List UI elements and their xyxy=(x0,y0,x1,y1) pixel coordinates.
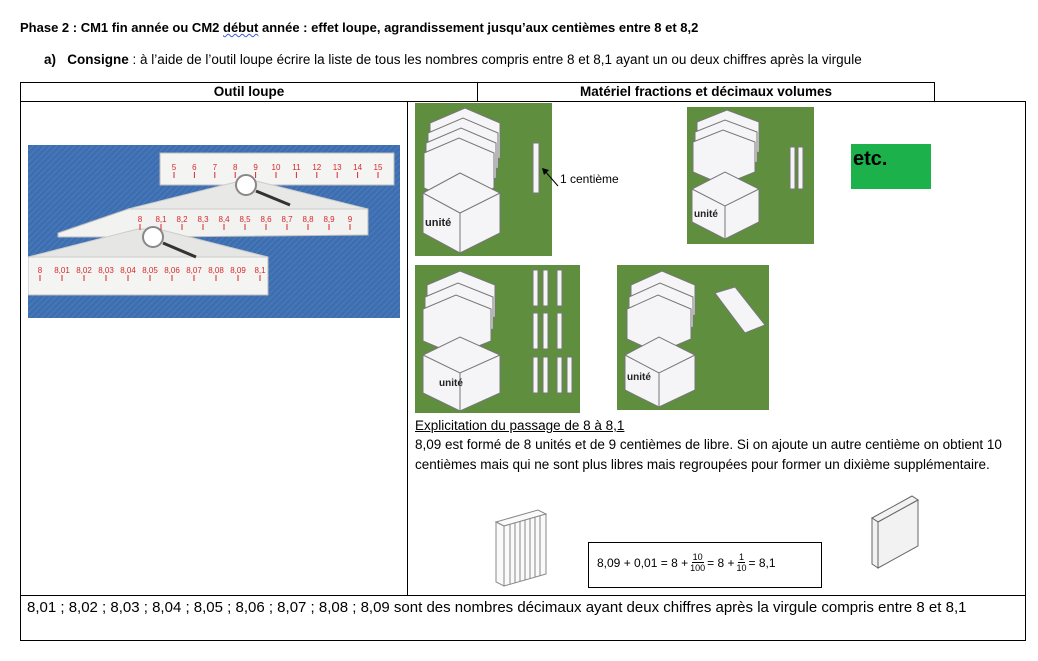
loupe-label: 15 xyxy=(373,163,383,172)
loupe-label: 8,04 xyxy=(120,266,136,275)
loupe-label: 6 xyxy=(192,163,197,172)
table-bottom-border xyxy=(20,640,1026,641)
materiel-photo-4 xyxy=(617,265,769,410)
loupe-label: 8,05 xyxy=(142,266,158,275)
loupe-label: 8,3 xyxy=(197,215,209,224)
table-left-border xyxy=(20,82,21,641)
loupe-label: 8,02 xyxy=(76,266,92,275)
loupe-label: 5 xyxy=(171,163,177,172)
consigne-text: : à l’aide de l’outil loupe écrire la liste de tous les nombres compris entre 8 et 8,1 ayant un ou deux chiffres après la virgule xyxy=(128,52,862,67)
consigne-marker: a) xyxy=(44,52,57,67)
loupe-label: 12 xyxy=(312,163,322,172)
ten-centiemes-bundle-icon xyxy=(494,508,550,588)
materiel-photo-3 xyxy=(415,265,580,413)
loupe-photo xyxy=(28,145,400,318)
loupe-label: 8,06 xyxy=(164,266,180,275)
etc-box xyxy=(851,144,931,189)
fraction-10-100 xyxy=(690,552,705,573)
formula-lhs: 8,09 + 0,01 = 8 + xyxy=(597,555,689,570)
centieme-label: 1 centième xyxy=(560,172,619,186)
loupe-label: 8,9 xyxy=(323,215,335,224)
dixieme-plate-icon xyxy=(868,492,922,570)
loupe-label: 7 xyxy=(212,163,218,172)
formula-rhs: = 8,1 xyxy=(748,555,776,570)
etc-label: etc. xyxy=(853,148,888,170)
page-title xyxy=(20,20,698,35)
unit-hexagon-stack-2 xyxy=(687,107,814,244)
loupe-label: 8,2 xyxy=(176,215,188,224)
formula xyxy=(597,552,776,573)
loupe-label: 8,7 xyxy=(281,215,293,224)
loupe-label: 8,1 xyxy=(155,215,167,224)
loupe-label: 8,1 xyxy=(254,266,266,275)
loupe-label: 14 xyxy=(353,163,363,172)
loupe-label: 8,01 xyxy=(54,266,70,275)
materiel-photo-2 xyxy=(687,107,814,244)
conclusion-text: 8,01 ; 8,02 ; 8,03 ; 8,04 ; 8,05 ; 8,06 ; 8,07 ; 8,08 ; 8,09 sont des nombres décimaux ayant deux chiffres après la virgule compris entre 8 et 8,1 xyxy=(27,599,967,616)
loupe-label: 8 xyxy=(137,215,143,224)
consigne-line xyxy=(44,52,862,67)
loupe-label: 8,8 xyxy=(302,215,314,224)
arrow-icon xyxy=(540,166,560,188)
loupe-label: 9 xyxy=(253,163,258,172)
explicitation-title: Explicitation du passage de 8 à 8,1 xyxy=(415,418,625,433)
loupe-label: 8,6 xyxy=(260,215,272,224)
frac2-den: 10 xyxy=(736,563,747,573)
formula-mid: = 8 + xyxy=(707,555,735,570)
header-right-border xyxy=(934,82,935,101)
loupe-label: 8,07 xyxy=(186,266,202,275)
materiel-photo-1 xyxy=(415,103,552,256)
consigne-label: Consigne xyxy=(67,52,129,67)
loupe-label: 11 xyxy=(292,163,301,172)
loupe-illustration xyxy=(28,145,400,318)
row-divider xyxy=(20,595,1026,596)
unit-with-centiemes xyxy=(415,265,580,413)
column-divider xyxy=(407,101,408,596)
loupe-label: 10 xyxy=(271,163,281,172)
loupe-label: 8 xyxy=(232,163,238,172)
unite-label-2: unité xyxy=(694,209,718,220)
fraction-1-10 xyxy=(736,552,746,573)
loupe-label: 8,4 xyxy=(218,215,230,224)
unit-hexagon-stack-1 xyxy=(415,103,552,256)
loupe-label: 9 xyxy=(347,215,353,224)
unite-label-4: unité xyxy=(627,372,651,383)
frac2-num: 1 xyxy=(738,552,744,562)
formula-box xyxy=(588,542,822,588)
loupe-label: 8,08 xyxy=(208,266,224,275)
loupe-label: 8,5 xyxy=(239,215,251,224)
header-bottom-border xyxy=(20,101,1026,102)
loupe-label: 8,09 xyxy=(230,266,246,275)
frac1-den: 100 xyxy=(690,563,706,573)
loupe-label: 8 xyxy=(37,266,43,275)
loupe-label: 8,03 xyxy=(98,266,114,275)
unite-label-3: unité xyxy=(439,378,463,389)
explicitation-text: 8,09 est formé de 8 unités et de 9 centièmes de libre. Si on ajoute un autre centième on obtient 10 centièmes mais qui ne sont plus libres mais regroupées pour former un dixième supplémentaire. xyxy=(415,437,1002,472)
loupe-label: 13 xyxy=(332,163,342,172)
title-part1: Phase 2 : CM1 fin année ou CM2 xyxy=(20,20,223,35)
table-right-border xyxy=(1025,101,1026,641)
header-materiel: Matériel fractions et décimaux volumes xyxy=(579,84,833,99)
header-outil-loupe: Outil loupe xyxy=(213,84,285,99)
unit-with-dixieme xyxy=(617,265,769,410)
title-part2: année : effet loupe, agrandissement jusqu’aux centièmes entre 8 et 8,2 xyxy=(258,20,699,35)
unite-label-1: unité xyxy=(425,217,452,229)
title-squiggle: début xyxy=(223,20,259,35)
frac1-num: 10 xyxy=(692,552,703,562)
